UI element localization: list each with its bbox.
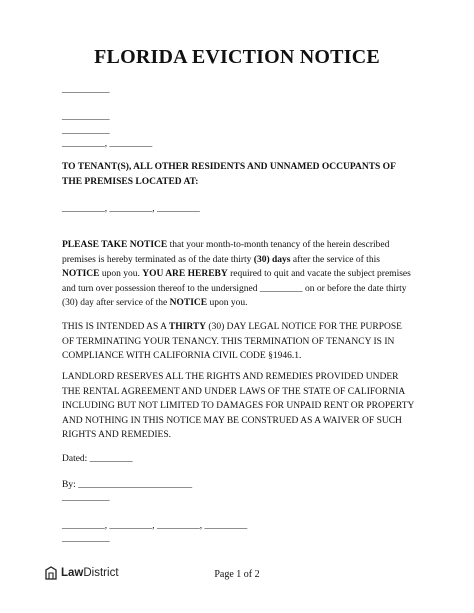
thirty-text-2: (30) DAY LEGAL NOTICE FOR THE PURPOSE OF TERMINATING YOUR TENANCY. THIS TERMINATION OF TENANCY IS IN COMPLIANCE WITH CALIFORNIA CIVIL CODE §1946.1. [62, 322, 402, 362]
landlord-state-zip-blank: _________, _________ [62, 139, 153, 149]
thirty-days-label: (30) days [253, 254, 291, 265]
notice-paragraph [62, 238, 414, 311]
landlord-city-blank: __________ [62, 126, 110, 136]
landlord-name-blank: __________ [62, 85, 110, 95]
tenants-heading: TO TENANT(S), ALL OTHER RESIDENTS AND UNNAMED OCCUPANTS OF THE PREMISES LOCATED AT: [62, 162, 396, 187]
landlord-rights-paragraph: LANDLORD RESERVES ALL THE RIGHTS AND REMEDIES PROVIDED UNDER THE RENTAL AGREEMENT AND UNDER LAWS OF THE STATE OF CALIFORNIA INCLUDING BUT NOT LIMITED TO DAMAGES FOR UNPAID RENT OR PROPERTY AND NOTHING IN THIS NOTICE MAY BE CONSTRUED AS A WAIVER OF SUCH RIGHTS AND REMEDIES. [62, 372, 415, 441]
premises-address-blank: _________, _________, _________ [62, 204, 200, 214]
please-take-notice-label: PLEASE TAKE NOTICE [62, 240, 168, 250]
landlord-full-address-blank: _________, _________, _________, _________ [62, 521, 248, 531]
page-number: Page 1 of 2 [214, 569, 260, 580]
dated-line: Dated: _________ [62, 454, 133, 464]
document-title: FLORIDA EVICTION NOTICE [94, 46, 380, 68]
by-signature-line: By: ________________________ [62, 480, 193, 490]
notice-text-2: after the service of this [290, 254, 380, 265]
landlord-address-blank: __________ [62, 112, 110, 122]
by-name-blank: __________ [62, 493, 110, 503]
thirty-day-paragraph [62, 320, 414, 364]
notice-text-5: upon you. [207, 298, 248, 309]
logo-word-district: District [83, 567, 119, 579]
notice-label-2: NOTICE [169, 298, 208, 309]
notice-text-1: that your month-to-month tenancy of the herein described premises is hereby terminated as of the date thirty [62, 240, 390, 265]
logo-word-law: Law [61, 567, 84, 579]
landlord-phone-blank: __________ [62, 534, 110, 544]
thirty-text-1: THIS IS INTENDED AS A [62, 322, 169, 332]
notice-text-3: upon you. [99, 269, 143, 280]
notice-label-1: NOTICE [62, 269, 100, 280]
thirty-label: THIRTY [168, 322, 207, 332]
you-are-hereby-label: YOU ARE HEREBY [142, 269, 228, 280]
notice-text-4: required to quit and vacate the subject premises and turn over possession thereof to the undersigned _________ on or before the date thirty (30) day after service of the [62, 269, 411, 309]
